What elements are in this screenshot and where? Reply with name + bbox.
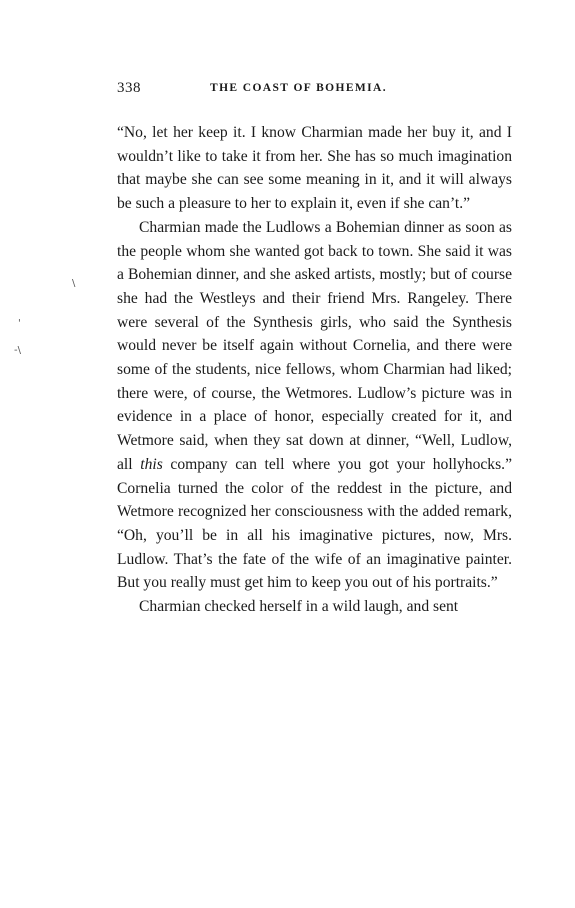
paragraph-1: “No, let her keep it. I know Charmian made her buy it, and I wouldn’t like to take it from her. She has so much imagination that maybe she can see some meaning in it, and it will always be such a pleasure to her to explain it, even if she can’t.” (117, 124, 512, 213)
emphasis-word: this (140, 455, 163, 473)
paragraph-2 (117, 216, 512, 595)
paragraph-3: Charmian checked herself in a wild laugh, and sent (139, 598, 459, 616)
running-title: THE COAST OF BOHEMIA. (210, 82, 388, 94)
paragraph-2-part-2: company can tell where you got your hollyhocks.” Cornelia turned the color of the reddest in the picture, and Wetmore recognized her consciousness with the added remark, “Oh, you’ll be in all his imaginative pictures, now, Mrs. Ludlow. That’s the fate of the wife of an imaginative painter. But you really must get him to keep you out of his portraits.” (117, 455, 512, 592)
body-text (117, 121, 512, 619)
margin-speck: ' (18, 318, 21, 329)
margin-speck: \ (72, 278, 76, 289)
page-number: 338 (117, 80, 141, 96)
margin-speck: -\ (14, 345, 21, 356)
paragraph-2-part-1: Charmian made the Ludlows a Bohemian dinner as soon as the people whom she wanted got back to town. She said it was a Bohemian dinner, and she asked artists, mostly; but of course she had the Westleys and their friend Mrs. Rangeley. There were several of the Synthesis girls, who said the Synthesis would never be itself again without Cornelia, and there were some of the students, nice fellows, whom Charmian had liked; there were, of course, the Wetmores. Ludlow’s picture was in evidence in a place of honor, especially created for it, and Wetmore said, when they sat down at dinner, “Well, Ludlow, all (117, 218, 512, 473)
running-head (117, 80, 512, 100)
